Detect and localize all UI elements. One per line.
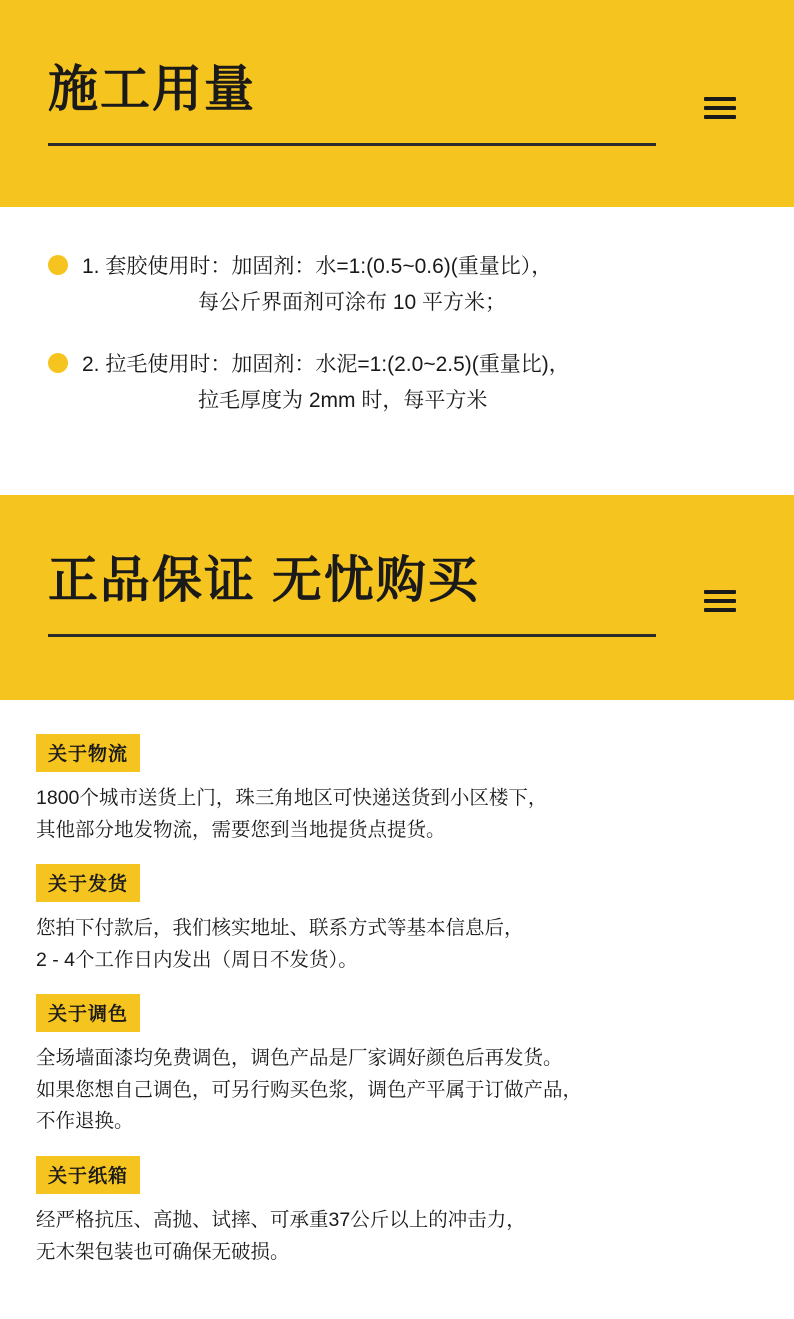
guarantee-banner	[0, 495, 794, 700]
hamburger-bar	[704, 106, 736, 110]
guarantee-line: 2 - 4个工作日内发出（周日不发货）。	[36, 948, 358, 971]
usage-item	[48, 249, 746, 321]
usage-banner-title: 施工用量	[48, 61, 256, 117]
hamburger-menu-icon[interactable]	[704, 585, 736, 617]
guarantee-block-shipping	[36, 864, 758, 976]
hamburger-bar	[704, 608, 736, 612]
usage-list	[0, 207, 794, 495]
usage-item	[48, 347, 746, 419]
guarantee-block-logistics	[36, 734, 758, 846]
usage-banner-inner	[48, 62, 746, 207]
guarantee-list	[0, 700, 794, 1306]
bullet-dot-icon	[48, 255, 68, 275]
guarantee-block-carton	[36, 1156, 758, 1268]
guarantee-banner-title: 正品保证 无忧购买	[48, 552, 480, 608]
guarantee-tag: 关于调色	[36, 994, 140, 1032]
hamburger-menu-icon[interactable]	[704, 92, 736, 124]
guarantee-banner-divider	[48, 634, 656, 637]
guarantee-line: 其他部分地发物流，需要您到当地提货点提货。	[36, 818, 446, 841]
guarantee-line: 经严格抗压、高抛、试摔、可承重37公斤以上的冲击力，	[36, 1209, 526, 1232]
usage-item-text	[82, 249, 552, 321]
bullet-dot-icon	[48, 353, 68, 373]
guarantee-block-tinting	[36, 994, 758, 1138]
guarantee-line: 1800个城市送货上门，珠三角地区可快递送货到小区楼下，	[36, 787, 548, 809]
guarantee-line: 无木架包装也可确保无破损。	[36, 1240, 290, 1263]
guarantee-line: 全场墙面漆均免费调色，调色产品是厂家调好颜色后再发货。	[36, 1047, 563, 1070]
usage-item-index: 2.	[82, 353, 100, 377]
usage-item-line1: 套胶使用时：加固剂：水=1:(0.5~0.6)(重量比），	[105, 255, 553, 278]
guarantee-line: 如果您想自己调色，可另行购买色浆，调色产平属于订做产品，	[36, 1078, 583, 1101]
usage-banner-divider	[48, 143, 656, 146]
guarantee-line: 不作退换。	[36, 1110, 134, 1133]
hamburger-bar	[704, 599, 736, 603]
usage-item-line2: 每公斤界面剂可涂布 10 平方米；	[198, 291, 507, 315]
hamburger-bar	[704, 590, 736, 594]
usage-item-text	[82, 347, 570, 419]
hamburger-bar	[704, 115, 736, 119]
guarantee-tag: 关于发货	[36, 864, 140, 902]
guarantee-banner-inner	[48, 553, 746, 700]
guarantee-line: 您拍下付款后，我们核实地址、联系方式等基本信息后，	[36, 917, 524, 940]
hamburger-bar	[704, 97, 736, 101]
guarantee-tag: 关于物流	[36, 734, 140, 772]
usage-banner	[0, 0, 794, 207]
usage-item-index: 1.	[82, 255, 100, 278]
usage-item-line1: 拉毛使用时：加固剂：水泥=1:(2.0~2.5)(重量比)，	[105, 353, 570, 377]
usage-item-line2: 拉毛厚度为 2mm 时，每平方米	[198, 389, 488, 413]
guarantee-tag: 关于纸箱	[36, 1156, 140, 1194]
